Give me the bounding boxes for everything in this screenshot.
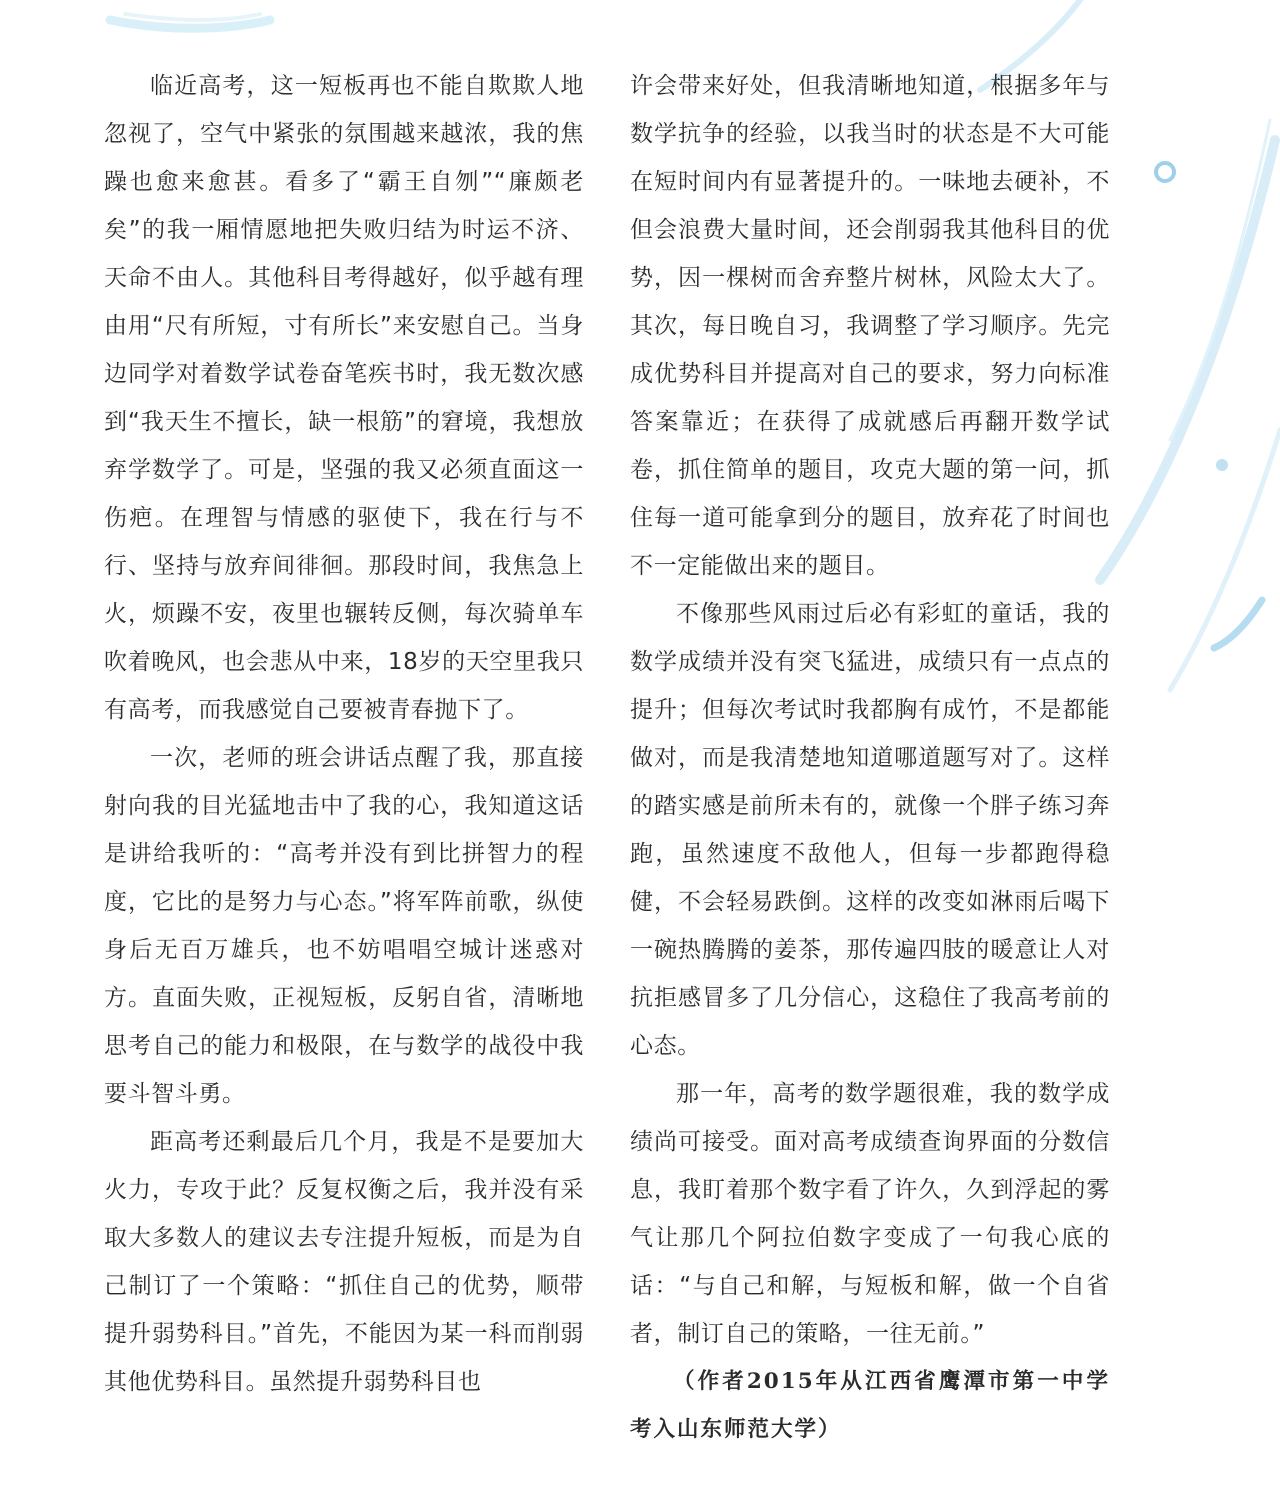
author-note: （作者2015年从江西省鹰潭市第一中学考入山东师范大学） [630, 1369, 1110, 1442]
paragraph: 一次，老师的班会讲话点醒了我，那直接射向我的目光猛地击中了我的心，我知道这话是讲给我听的：“高考并没有到比拼智力的程度，它比的是努力与心态。”将军阵前歌，纵使身后无百万雄兵，也不妨唱唱空城计迷惑对方。直面失败，正视短板，反躬自省，清晰地思考自己的能力和极限，在与数学的战役中我要斗智斗勇。 [104, 745, 584, 1107]
paragraph: 临近高考，这一短板再也不能自欺欺人地忽视了，空气中紧张的氛围越来越浓，我的焦躁也愈来愈甚。看多了“霸王自刎”“廉颇老矣”的我一厢情愿地把失败归结为时运不济、天命不由人。其他科目考得越好，似乎越有理由用“尺有所短，寸有所长”来安慰自己。当身边同学对着数学试卷奋笔疾书时，我无数次感到“我天生不擅长，缺一根筋”的窘境，我想放弃学数学了。可是，坚强的我又必须直面这一伤疤。在理智与情感的驱使下，我在行与不行、坚持与放弃间徘徊。那段时间，我焦急上火，烦躁不安，夜里也辗转反侧，每次骑单车吹着晚风，也会悲从中来，18岁的天空里我只有高考，而我感觉自己要被青春抛下了。 [104, 73, 584, 723]
paragraph: 那一年，高考的数学题很难，我的数学成绩尚可接受。面对高考成绩查询界面的分数信息，我盯着那个数字看了许久，久到浮起的雾气让那几个阿拉伯数字变成了一句我心底的话：“与自己和解，与短板和解，做一个自省者，制订自己的策略，一往无前。” [630, 1081, 1110, 1347]
paragraph: 不像那些风雨过后必有彩虹的童话，我的数学成绩并没有突飞猛进，成绩只有一点点的提升；但每次考试时我都胸有成竹，不是都能做对，而是我清楚地知道哪道题写对了。这样的踏实感是前所未有的，就像一个胖子练习奔跑，虽然速度不敌他人，但每一步都跑得稳健，不会轻易跌倒。这样的改变如淋雨后喝下一碗热腾腾的姜茶，那传遍四肢的暖意让人对抗拒感冒多了几分信心，这稳住了我高考前的心态。 [630, 601, 1110, 1059]
paragraph: 距高考还剩最后几个月，我是不是要加大火力，专攻于此？反复权衡之后，我并没有采取大多数人的建议去专注提升短板，而是为自己制订了一个策略：“抓住自己的优势，顺带提升弱势科目。”首先，不能因为某一科而削弱其他优势科目。虽然提升弱势科目也 [104, 1129, 584, 1395]
left-text-column [104, 62, 584, 1406]
paragraph: 许会带来好处，但我清晰地知道，根据多年与数学抗争的经验，以我当时的状态是不大可能在短时间内有显著提升的。一味地去硬补，不但会浪费大量时间，还会削弱我其他科目的优势，因一棵树而舍弃整片树林，风险太大了。其次，每日晚自习，我调整了学习顺序。先完成优势科目并提高对自己的要求，努力向标准答案靠近；在获得了成就感后再翻开数学试卷，抓住简单的题目，攻克大题的第一问，抓住每一道可能拿到分的题目，放弃花了时间也不一定能做出来的题目。 [630, 73, 1110, 579]
right-text-column [630, 62, 1110, 1454]
